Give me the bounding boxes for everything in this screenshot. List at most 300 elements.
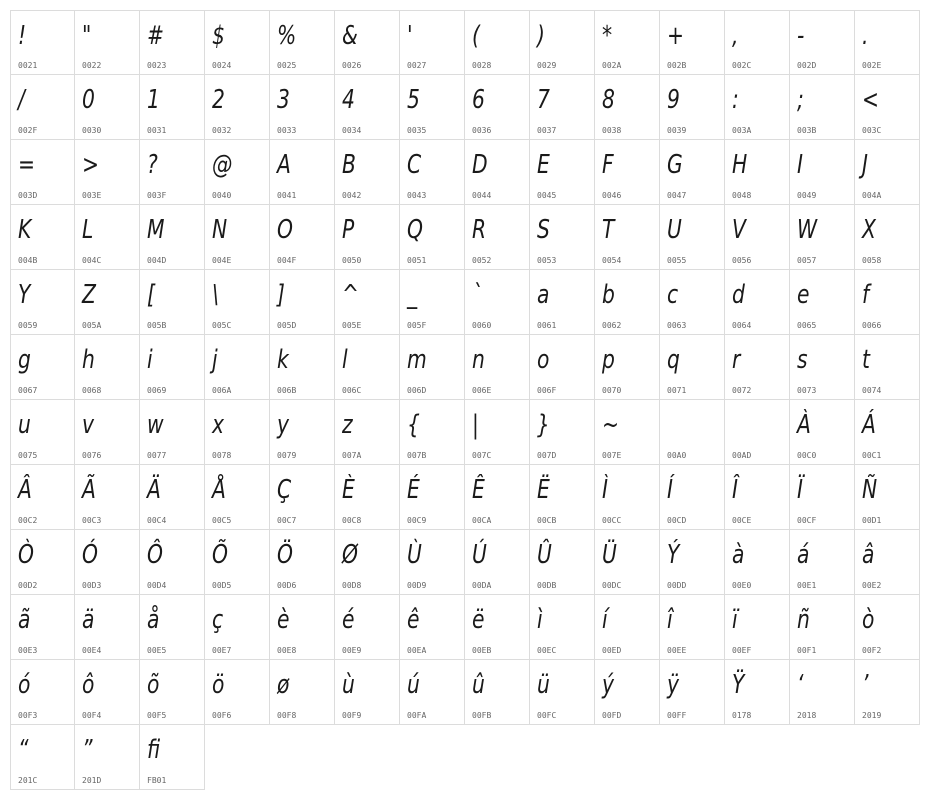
glyph-codepoint-label: 0022 [82, 61, 102, 70]
glyph-character: õ [147, 670, 160, 700]
glyph-character: É [407, 475, 420, 505]
glyph-character: a [537, 280, 550, 310]
glyph-character: _ [407, 280, 418, 310]
glyph-codepoint-label: 00C8 [342, 516, 362, 525]
glyph-cell [855, 660, 920, 725]
glyph-cell [335, 270, 400, 335]
glyph-character: è [277, 605, 290, 635]
glyph-codepoint-label: 0067 [18, 386, 38, 395]
glyph-codepoint-label: 0045 [537, 191, 557, 200]
glyph-character: D [472, 150, 488, 180]
glyph-cell [400, 140, 465, 205]
glyph-cell [270, 530, 335, 595]
glyph-cell [465, 465, 530, 530]
glyph-cell [10, 595, 75, 660]
glyph-character: ‘ [797, 670, 804, 700]
glyph-codepoint-label: 0034 [342, 126, 362, 135]
glyph-codepoint-label: 0071 [667, 386, 687, 395]
glyph-character: ? [147, 150, 158, 180]
glyph-codepoint-label: 0033 [277, 126, 297, 135]
glyph-character: ä [82, 605, 95, 635]
glyph-codepoint-label: 2019 [862, 711, 882, 720]
glyph-character: Ï [797, 475, 803, 505]
glyph-cell [205, 660, 270, 725]
glyph-cell [660, 595, 725, 660]
glyph-cell [400, 595, 465, 660]
glyph-character: 1 [147, 85, 160, 115]
glyph-cell [10, 10, 75, 75]
glyph-cell [205, 465, 270, 530]
glyph-codepoint-label: 006A [212, 386, 232, 395]
glyph-cell [335, 140, 400, 205]
glyph-cell [270, 465, 335, 530]
glyph-codepoint-label: 0062 [602, 321, 622, 330]
glyph-character: Å [212, 475, 226, 505]
glyph-codepoint-label: 0035 [407, 126, 427, 135]
glyph-character: Ó [82, 540, 98, 570]
glyph-codepoint-label: 201D [82, 776, 102, 785]
glyph-codepoint-label: 005E [342, 321, 362, 330]
glyph-codepoint-label: 00ED [602, 646, 622, 655]
glyph-character: ý [602, 670, 615, 700]
glyph-cell [205, 205, 270, 270]
glyph-character: Ö [277, 540, 293, 570]
glyph-codepoint-label: 0040 [212, 191, 232, 200]
glyph-codepoint-label: 00EE [667, 646, 687, 655]
glyph-codepoint-label: 005C [212, 321, 232, 330]
glyph-character: Ë [537, 475, 550, 505]
glyph-cell [790, 595, 855, 660]
glyph-cell [400, 530, 465, 595]
glyph-codepoint-label: 00CF [797, 516, 817, 525]
glyph-cell [270, 270, 335, 335]
glyph-cell [335, 75, 400, 140]
glyph-character: = [18, 150, 36, 180]
glyph-character: Ü [602, 540, 617, 570]
glyph-cell [140, 465, 205, 530]
glyph-cell [855, 10, 920, 75]
glyph-codepoint-label: 0056 [732, 256, 752, 265]
glyph-cell [530, 140, 595, 205]
glyph-character: ' [407, 21, 413, 51]
glyph-cell [335, 335, 400, 400]
glyph-character: m [407, 345, 427, 375]
glyph-cell [855, 465, 920, 530]
glyph-cell [530, 530, 595, 595]
glyph-codepoint-label: 00D2 [18, 581, 38, 590]
glyph-codepoint-label: 2018 [797, 711, 817, 720]
glyph-character: ì [537, 605, 543, 635]
glyph-character: î [667, 605, 673, 635]
glyph-character: ü [537, 670, 550, 700]
glyph-character: ÿ [667, 670, 680, 700]
glyph-cell [10, 140, 75, 205]
glyph-cell [140, 10, 205, 75]
glyph-codepoint-label: 00CC [602, 516, 622, 525]
glyph-character: ñ [797, 605, 810, 635]
glyph-character: ! [18, 21, 27, 51]
glyph-codepoint-label: 00AD [732, 451, 752, 460]
glyph-cell [465, 205, 530, 270]
glyph-codepoint-label: 00E8 [277, 646, 297, 655]
glyph-codepoint-label: 007E [602, 451, 622, 460]
glyph-codepoint-label: 0073 [797, 386, 817, 395]
glyph-codepoint-label: 0065 [797, 321, 817, 330]
glyph-character: } [537, 410, 550, 440]
glyph-cell [10, 725, 75, 790]
glyph-codepoint-label: 002F [18, 126, 38, 135]
glyph-cell [400, 10, 465, 75]
glyph-codepoint-label: 0058 [862, 256, 882, 265]
glyph-cell [595, 465, 660, 530]
glyph-cell [595, 530, 660, 595]
glyph-cell [725, 465, 790, 530]
glyph-character: 8 [602, 85, 615, 115]
glyph-codepoint-label: 006B [277, 386, 297, 395]
glyph-character: 3 [277, 85, 290, 115]
glyph-cell [465, 595, 530, 660]
glyph-character: j [212, 345, 218, 375]
glyph-codepoint-label: 00C5 [212, 516, 232, 525]
glyph-character: Ò [18, 540, 34, 570]
glyph-cell [10, 465, 75, 530]
glyph-cell [855, 205, 920, 270]
glyph-character: ^ [342, 280, 360, 310]
glyph-codepoint-label: 00E2 [862, 581, 882, 590]
glyph-codepoint-label: 0051 [407, 256, 427, 265]
glyph-character: b [602, 280, 615, 310]
glyph-character: Ÿ [732, 670, 745, 700]
glyph-cell [595, 660, 660, 725]
glyph-character: ~ [602, 410, 620, 440]
glyph-codepoint-label: 00C9 [407, 516, 427, 525]
glyph-codepoint-label: 0041 [277, 191, 297, 200]
glyph-codepoint-label: 00A0 [667, 451, 687, 460]
glyph-cell [530, 270, 595, 335]
glyph-character: Õ [212, 540, 228, 570]
glyph-codepoint-label: 0063 [667, 321, 687, 330]
glyph-character: ê [407, 605, 420, 635]
glyph-codepoint-label: 0028 [472, 61, 492, 70]
glyph-character: 7 [537, 85, 550, 115]
glyph-cell [790, 400, 855, 465]
glyph-cell [725, 140, 790, 205]
glyph-character: A [277, 150, 291, 180]
glyph-cell [790, 10, 855, 75]
glyph-codepoint-label: 007C [472, 451, 492, 460]
glyph-cell [660, 270, 725, 335]
glyph-character: 5 [407, 85, 420, 115]
glyph-codepoint-label: 00F2 [862, 646, 882, 655]
glyph-codepoint-label: 00D6 [277, 581, 297, 590]
glyph-cell [855, 270, 920, 335]
glyph-character: ` [472, 280, 483, 310]
glyph-codepoint-label: 00F4 [82, 711, 102, 720]
glyph-character: ó [18, 670, 31, 700]
glyph-cell [75, 140, 140, 205]
glyph-character: 4 [342, 85, 355, 115]
glyph-codepoint-label: 00F1 [797, 646, 817, 655]
glyph-character: w [147, 410, 164, 440]
glyph-codepoint-label: 004E [212, 256, 232, 265]
glyph-cell [400, 400, 465, 465]
glyph-codepoint-label: 003C [862, 126, 882, 135]
glyph-codepoint-label: 00F9 [342, 711, 362, 720]
glyph-codepoint-label: 004B [18, 256, 38, 265]
glyph-character: È [342, 475, 355, 505]
glyph-codepoint-label: 002D [797, 61, 817, 70]
glyph-codepoint-label: 00EA [407, 646, 427, 655]
glyph-codepoint-label: 00E4 [82, 646, 102, 655]
glyph-cell [790, 205, 855, 270]
glyph-codepoint-label: 00CD [667, 516, 687, 525]
glyph-character: , [732, 21, 739, 51]
glyph-character: H [732, 150, 748, 180]
glyph-codepoint-label: 0044 [472, 191, 492, 200]
glyph-codepoint-label: 0057 [797, 256, 817, 265]
glyph-cell [790, 335, 855, 400]
glyph-cell [270, 660, 335, 725]
glyph-codepoint-label: 00F3 [18, 711, 38, 720]
glyph-codepoint-label: 0030 [82, 126, 102, 135]
glyph-character: c [667, 280, 679, 310]
glyph-character: Î [732, 475, 738, 505]
glyph-cell [205, 335, 270, 400]
glyph-cell [75, 75, 140, 140]
glyph-codepoint-label: 003A [732, 126, 752, 135]
glyph-codepoint-label: 006C [342, 386, 362, 395]
glyph-codepoint-label: 0023 [147, 61, 167, 70]
glyph-character: d [732, 280, 745, 310]
glyph-character: G [667, 150, 683, 180]
glyph-cell [725, 400, 790, 465]
glyph-character: Ê [472, 475, 485, 505]
glyph-character: V [732, 215, 746, 245]
glyph-codepoint-label: 0075 [18, 451, 38, 460]
glyph-character: < [862, 85, 880, 115]
glyph-cell [595, 335, 660, 400]
glyph-cell [790, 270, 855, 335]
glyph-cell [725, 335, 790, 400]
glyph-codepoint-label: 0060 [472, 321, 492, 330]
glyph-codepoint-label: 00C3 [82, 516, 102, 525]
glyph-cell [205, 10, 270, 75]
glyph-character: Z [82, 280, 96, 310]
glyph-cell [660, 400, 725, 465]
glyph-cell [790, 140, 855, 205]
glyph-codepoint-label: 00E1 [797, 581, 817, 590]
glyph-codepoint-label: 005F [407, 321, 427, 330]
glyph-cell [790, 75, 855, 140]
glyph-codepoint-label: 0038 [602, 126, 622, 135]
glyph-codepoint-label: 0178 [732, 711, 752, 720]
glyph-cell [855, 335, 920, 400]
glyph-cell [855, 140, 920, 205]
glyph-cell [725, 75, 790, 140]
glyph-codepoint-label: 0076 [82, 451, 102, 460]
glyph-cell [790, 660, 855, 725]
glyph-codepoint-label: 0036 [472, 126, 492, 135]
glyph-character: > [82, 150, 100, 180]
glyph-cell [595, 595, 660, 660]
glyph-cell [75, 660, 140, 725]
glyph-cell [465, 400, 530, 465]
glyph-cell [400, 660, 465, 725]
glyph-character: â [862, 540, 875, 570]
glyph-codepoint-label: 0078 [212, 451, 232, 460]
glyph-cell [205, 530, 270, 595]
glyph-codepoint-label: 005B [147, 321, 167, 330]
glyph-cell [660, 10, 725, 75]
glyph-cell [10, 205, 75, 270]
glyph-cell [75, 10, 140, 75]
glyph-cell [530, 335, 595, 400]
glyph-character: s [797, 345, 808, 375]
glyph-cell [465, 660, 530, 725]
glyph-codepoint-label: 0055 [667, 256, 687, 265]
glyph-codepoint-label: 003D [18, 191, 38, 200]
glyph-codepoint-label: 002A [602, 61, 622, 70]
glyph-cell [725, 270, 790, 335]
glyph-cell [595, 205, 660, 270]
glyph-codepoint-label: 0068 [82, 386, 102, 395]
glyph-codepoint-label: 006F [537, 386, 557, 395]
glyph-cell [855, 595, 920, 660]
glyph-codepoint-label: 003B [797, 126, 817, 135]
glyph-cell [10, 660, 75, 725]
glyph-character: l [342, 345, 348, 375]
glyph-character: Í [667, 475, 673, 505]
glyph-codepoint-label: 0070 [602, 386, 622, 395]
glyph-character: à [732, 540, 745, 570]
glyph-codepoint-label: 00DC [602, 581, 622, 590]
glyph-character: & [342, 21, 358, 51]
glyph-character: Ã [82, 475, 96, 505]
glyph-cell [400, 270, 465, 335]
glyph-cell [465, 10, 530, 75]
glyph-character: e [797, 280, 810, 310]
glyph-codepoint-label: 00F8 [277, 711, 297, 720]
glyph-cell [10, 335, 75, 400]
glyph-character: ﬁ [147, 735, 161, 765]
glyph-character: 2 [212, 85, 225, 115]
glyph-cell [530, 465, 595, 530]
glyph-character: Ý [667, 540, 680, 570]
glyph-codepoint-label: 00DA [472, 581, 492, 590]
glyph-codepoint-label: 00FF [667, 711, 687, 720]
glyph-codepoint-label: 00D4 [147, 581, 167, 590]
glyph-cell [140, 725, 205, 790]
glyph-character: 6 [472, 85, 485, 115]
glyph-cell [530, 10, 595, 75]
glyph-character: ë [472, 605, 485, 635]
glyph-cell [140, 75, 205, 140]
glyph-character: å [147, 605, 160, 635]
glyph-codepoint-label: 007A [342, 451, 362, 460]
glyph-character: ú [407, 670, 420, 700]
glyph-character: Â [18, 475, 32, 505]
glyph-cell [75, 205, 140, 270]
glyph-character: ò [862, 605, 875, 635]
glyph-cell [335, 465, 400, 530]
glyph-codepoint-label: 0052 [472, 256, 492, 265]
glyph-character: p [602, 345, 615, 375]
glyph-character: N [212, 215, 228, 245]
glyph-character: x [212, 410, 225, 440]
glyph-codepoint-label: 00EC [537, 646, 557, 655]
glyph-character: f [862, 280, 870, 310]
glyph-cell [270, 595, 335, 660]
glyph-cell [790, 530, 855, 595]
glyph-cell [270, 140, 335, 205]
glyph-codepoint-label: 004A [862, 191, 882, 200]
glyph-character: é [342, 605, 355, 635]
glyph-codepoint-label: 0043 [407, 191, 427, 200]
glyph-codepoint-label: 00D3 [82, 581, 102, 590]
glyph-cell [140, 400, 205, 465]
glyph-character: í [602, 605, 608, 635]
glyph-character: Ä [147, 475, 161, 505]
glyph-cell [660, 335, 725, 400]
glyph-codepoint-label: 003E [82, 191, 102, 200]
glyph-character: U [667, 215, 682, 245]
glyph-character: ã [18, 605, 31, 635]
glyph-cell [660, 660, 725, 725]
glyph-cell [335, 595, 400, 660]
glyph-codepoint-label: 00E9 [342, 646, 362, 655]
glyph-codepoint-label: 00FD [602, 711, 622, 720]
glyph-codepoint-label: 00D9 [407, 581, 427, 590]
glyph-cell [335, 205, 400, 270]
glyph-codepoint-label: 0046 [602, 191, 622, 200]
glyph-codepoint-label: 00C4 [147, 516, 167, 525]
glyph-character: B [342, 150, 356, 180]
glyph-cell [335, 400, 400, 465]
glyph-codepoint-label: 00FB [472, 711, 492, 720]
glyph-character: ; [797, 85, 804, 115]
glyph-codepoint-label: 0048 [732, 191, 752, 200]
glyph-codepoint-label: 003F [147, 191, 167, 200]
glyph-character: ï [732, 605, 738, 635]
glyph-codepoint-label: 0047 [667, 191, 687, 200]
glyph-cell [75, 725, 140, 790]
glyph-codepoint-label: 0069 [147, 386, 167, 395]
glyph-codepoint-label: 0050 [342, 256, 362, 265]
glyph-cell [660, 205, 725, 270]
glyph-codepoint-label: 00E0 [732, 581, 752, 590]
glyph-cell [140, 205, 205, 270]
glyph-character: û [472, 670, 485, 700]
glyph-cell [725, 595, 790, 660]
glyph-character: \ [212, 280, 219, 310]
glyph-codepoint-label: 0042 [342, 191, 362, 200]
glyph-cell [75, 465, 140, 530]
glyph-codepoint-label: 0021 [18, 61, 38, 70]
glyph-character: Ô [147, 540, 163, 570]
glyph-cell [660, 465, 725, 530]
glyph-character: - [797, 21, 805, 51]
glyph-codepoint-label: 004F [277, 256, 297, 265]
glyph-character: ) [537, 21, 545, 51]
glyph-cell [75, 400, 140, 465]
glyph-character: M [147, 215, 165, 245]
glyph-codepoint-label: 00F6 [212, 711, 232, 720]
glyph-codepoint-label: 00D8 [342, 581, 362, 590]
glyph-cell [75, 335, 140, 400]
glyph-cell [205, 270, 270, 335]
glyph-character: k [277, 345, 289, 375]
glyph-codepoint-label: 0039 [667, 126, 687, 135]
